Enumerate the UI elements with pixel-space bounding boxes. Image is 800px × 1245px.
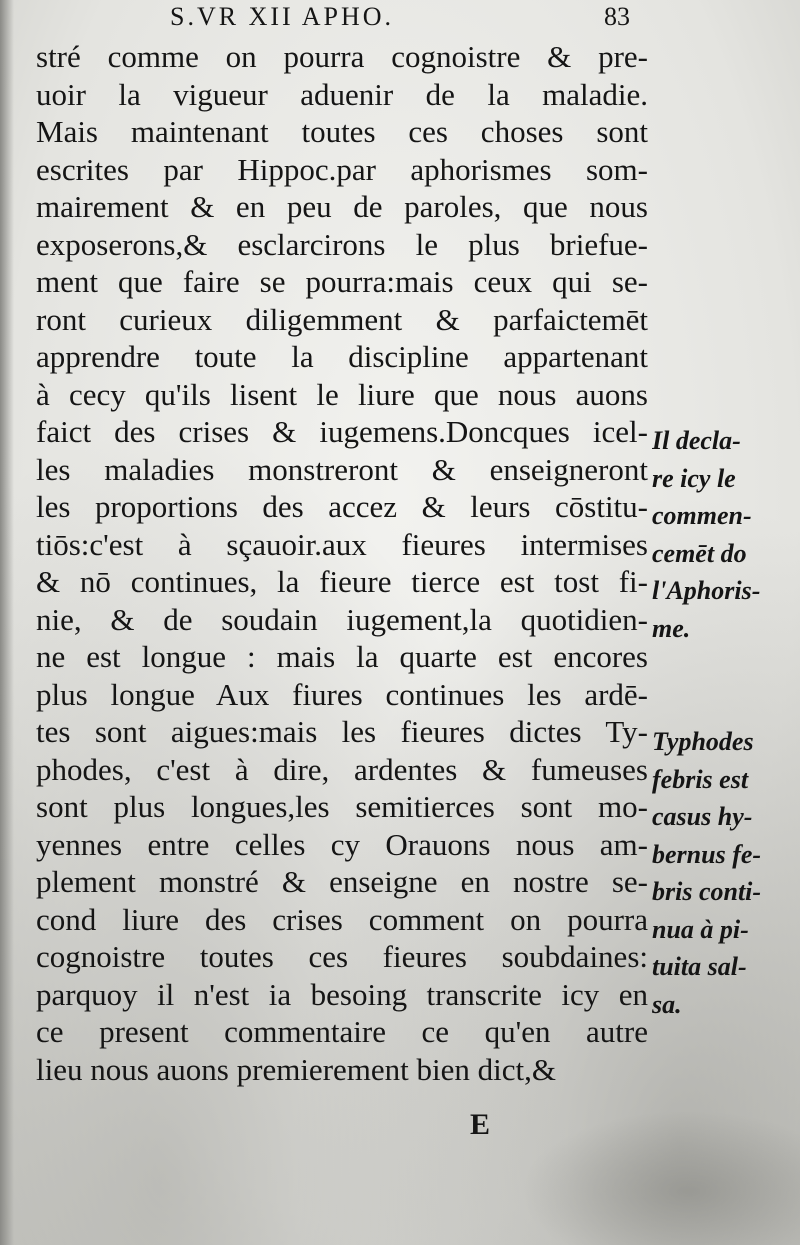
text-line: escrites par Hippoc.par aphorismes som- [36,151,648,187]
margin-note-line: casus hy- [652,802,753,831]
text-line: stré comme on pourra cognoistre & pre- [36,39,648,74]
margin-note-commentary [652,422,798,647]
text-line: ment que faire se pourra:mais ceux qui se- [36,264,648,299]
text-line: Mais maintenant toutes ces choses sont [36,114,648,149]
text-line: & nō continues, la fieure tierce est tost fi- [36,564,648,599]
running-title: S.VR XII APHO. [170,2,395,31]
margin-note-line: tuita sal- [652,952,747,981]
text-line: exposerons,& esclarcirons le plus briefue- [36,226,648,262]
margin-note-line: l'Aphoris- [652,576,761,605]
text-line: les proportions des accez & leurs cōstitu- [36,489,648,524]
margin-note-line: re icy le [652,463,736,493]
text-line: mairement & en peu de paroles, que nous [36,189,648,224]
text-line: cognoistre toutes ces fieures soubdaines: [36,939,648,974]
margin-note-typhodes [652,723,798,1023]
text-line: parquoy il n'est ia besoing transcrite icy en [36,976,648,1012]
page-number: 83 [604,2,630,31]
text-line: tiōs:c'est à sçauoir.aux fieures intermises [36,526,648,562]
text-line: faict des crises & iugemens.Doncques icel- [36,414,648,449]
text-line: à cecy qu'ils lisent le liure que nous auons [36,376,648,412]
margin-note-line: commen- [652,501,752,530]
text-line: nie, & de soudain iugement,la quotidien- [36,601,648,637]
margin-note-line: bernus fe- [652,839,762,869]
text-line: sont plus longues,les semitierces sont mo- [36,789,648,824]
paper-stain [520,1110,800,1245]
page-binding-shadow [0,0,14,1245]
running-header [170,2,630,32]
margin-note-line: Il decla- [652,426,741,455]
text-line: plement monstré & enseigne en nostre se- [36,864,648,899]
margin-note-line: febris est [652,764,749,794]
text-line: lieu nous auons premierement bien dict,& [36,1051,556,1087]
margin-note-line: nua à pi- [652,914,749,944]
text-line: plus longue Aux fiures continues les ardē- [36,676,648,712]
text-line: ne est longue : mais la quarte est encores [36,639,648,674]
text-line: cond liure des crises comment on pourra [36,901,648,937]
text-line: apprendre toute la discipline appartenant [36,339,648,374]
signature-mark: E [470,1108,491,1141]
text-line: yennes entre celles cy Orauons nous am- [36,826,648,862]
text-line: tes sont aigues:mais les fieures dictes Ty- [36,714,648,749]
margin-note-line: me. [652,613,691,643]
text-line: les maladies monstreront & enseigneront [36,451,648,487]
text-line: ront curieux diligemment & parfaictemēt [36,301,648,337]
margin-note-line: Typhodes [652,727,754,756]
margin-note-line: bris conti- [652,877,762,906]
text-line: ce present commentaire ce qu'en autre [36,1014,648,1049]
margin-note-line: sa. [652,989,682,1019]
text-line: phodes, c'est à dire, ardentes & fumeuses [36,751,648,787]
main-text-block [36,38,648,1088]
text-line: uoir la vigueur aduenir de la maladie. [36,76,648,112]
margin-note-line: cemēt do [652,538,747,568]
